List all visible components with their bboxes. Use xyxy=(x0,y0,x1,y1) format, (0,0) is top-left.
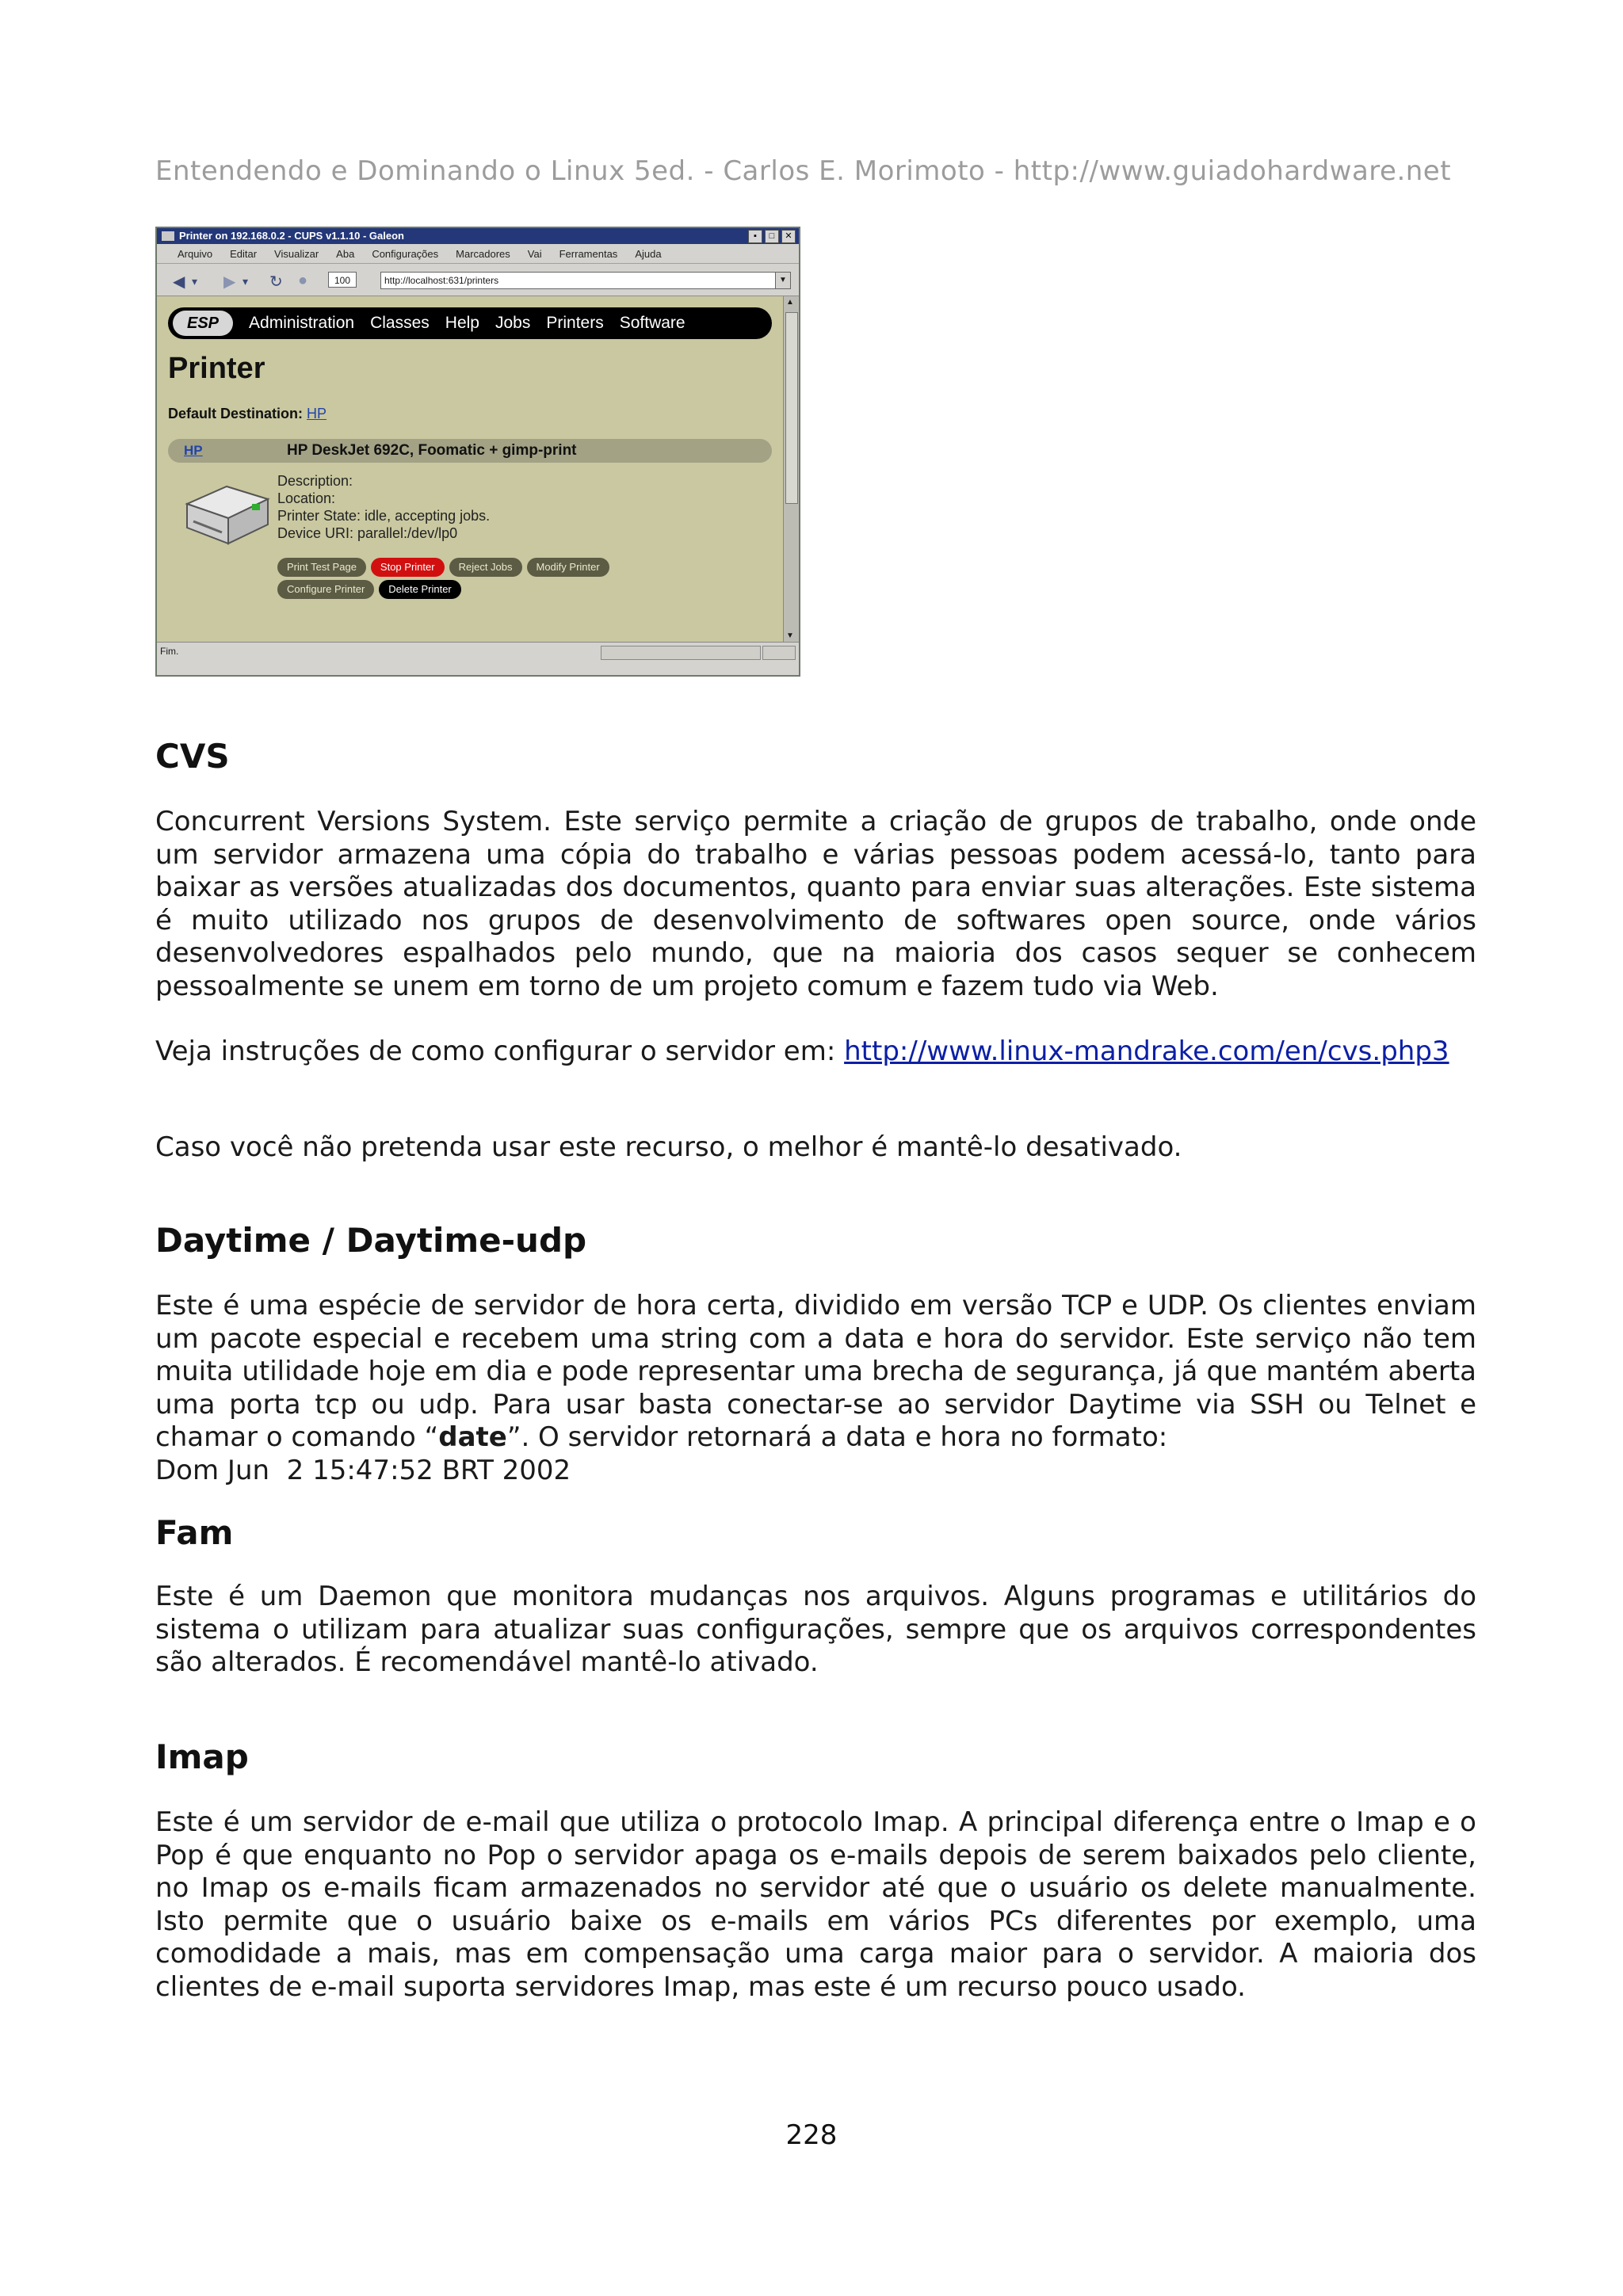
progress-box xyxy=(601,646,761,660)
browser-statusbar xyxy=(157,642,799,676)
cvs-instructions-link[interactable]: http://www.linux-mandrake.com/en/cvs.php3 xyxy=(844,1035,1449,1067)
scroll-up-icon[interactable]: ▲ xyxy=(786,298,794,307)
imap-paragraph-1: Este é um servidor de e-mail que utiliza o protocolo Imap. A principal diferença entre o Imap e o Pop é que enquanto no Pop o servidor apaga os e-mails depois de serem baixados pelo cliente, no Imap os e-mails ficam armazenados no servidor até que o usuário os delete manualmente. Isto permite que o usuário baixe os e-mails em vários PCs diferentes por exemplo, uma comodidade a mais, mas em compensação uma carga maior para o servidor. A maioria dos clientes de e-mail suporta servidores Imap, mas este é um recurso pouco usado. xyxy=(155,1806,1476,2003)
section-title-cvs: CVS xyxy=(155,737,230,776)
printer-device-uri: Device URI: parallel:/dev/lp0 xyxy=(277,525,458,541)
daytime-command: date xyxy=(438,1421,507,1453)
tab-esp[interactable]: ESP xyxy=(173,311,233,336)
section-title-imap: Imap xyxy=(155,1737,249,1776)
printer-name: HP DeskJet 692C, Foomatic + gimp-print xyxy=(287,442,577,459)
cvs-instructions-text: Veja instruções de como configurar o servidor em: xyxy=(155,1035,845,1067)
forward-dropdown-icon[interactable]: ▾ xyxy=(242,275,249,288)
printer-header-bar xyxy=(168,439,772,463)
section-title-daytime: Daytime / Daytime-udp xyxy=(155,1221,587,1260)
tab-jobs[interactable]: Jobs xyxy=(495,314,531,332)
back-dropdown-icon[interactable]: ▾ xyxy=(192,275,198,288)
reload-icon[interactable]: ↻ xyxy=(269,273,283,291)
daytime-text-a: Este é uma espécie de servidor de hora certa, dividido em versão TCP e UDP. Os clientes enviam um pacote especial e recebem uma string com a data e hora do servidor. Este serviço não tem muita utilidade hoje em dia e pode representar uma brecha de segurança, já que mantém aberta uma porta tcp ou udp. Para usar basta conectar-se ao servidor Daytime via SSH ou Telnet e chamar o comando “ xyxy=(155,1290,1476,1453)
zoom-field[interactable]: 100 xyxy=(328,272,357,288)
cvs-paragraph-1: Concurrent Versions System. Este serviço permite a criação de grupos de trabalho, onde onde um servidor armazena uma cópia do trabalho e várias pessoas podem acessá-lo, tanto para baixar as versões atualizadas dos documentos, quanto para enviar suas alterações. Este sistema é muito utilizado nos grupos de desenvolvimento de softwares open source, onde vários desenvolvedores espalhados pelo mundo, que na maioria dos casos sequer se conhecem pessoalmente se unem em torno de um projeto comum e fazem tudo via Web. xyxy=(155,806,1476,1002)
browser-toolbar xyxy=(157,264,799,296)
vertical-scrollbar[interactable] xyxy=(783,296,800,642)
printer-location: Location: xyxy=(277,490,336,506)
printer-state: Printer State: idle, accepting jobs. xyxy=(277,508,491,524)
menu-marcadores[interactable]: Marcadores xyxy=(456,247,510,260)
scrollbar-thumb[interactable] xyxy=(785,312,798,504)
printer-actions-row2 xyxy=(277,580,461,599)
tab-administration[interactable]: Administration xyxy=(249,314,355,332)
modify-printer-button[interactable]: Modify Printer xyxy=(527,558,609,577)
default-destination xyxy=(168,406,327,422)
window-titlebar xyxy=(157,228,799,244)
printer-link[interactable]: HP xyxy=(184,443,203,458)
daytime-text-b: ”. O servidor retornará a data e hora no formato: xyxy=(506,1421,1168,1453)
page-header: Entendendo e Dominando o Linux 5ed. - Carlos E. Morimoto - http://www.guiadohardware.net xyxy=(155,155,1452,187)
stop-icon[interactable]: ● xyxy=(298,272,308,289)
default-destination-link[interactable]: HP xyxy=(307,406,327,421)
stop-printer-button[interactable]: Stop Printer xyxy=(371,558,445,577)
fam-paragraph-1: Este é um Daemon que monitora mudanças nos arquivos. Alguns programas e utilitários do sistema o utilizam para atualizar suas configurações, sempre que os arquivos correspondentes são alterados. É recomendável mantê-lo ativado. xyxy=(155,1581,1476,1678)
menu-vai[interactable]: Vai xyxy=(527,247,542,260)
tab-classes[interactable]: Classes xyxy=(370,314,430,332)
cvs-paragraph-3: Caso você não pretenda usar este recurso, o melhor é mantê-lo desativado. xyxy=(155,1131,1182,1163)
printer-description: Description: xyxy=(277,473,353,489)
configure-printer-button[interactable]: Configure Printer xyxy=(277,580,374,599)
tab-printers[interactable]: Printers xyxy=(546,314,604,332)
window-title: Printer on 192.168.0.2 - CUPS v1.1.10 - Galeon xyxy=(179,230,404,242)
cups-page-title: Printer xyxy=(168,352,265,385)
forward-icon[interactable]: ▶ xyxy=(223,273,236,291)
close-icon[interactable]: ✕ xyxy=(781,230,796,243)
printer-actions-row1 xyxy=(277,558,609,577)
url-input[interactable] xyxy=(380,272,791,289)
section-title-fam: Fam xyxy=(155,1513,234,1552)
daytime-paragraph-1 xyxy=(155,1290,1476,1487)
window-menu-icon[interactable] xyxy=(162,231,174,241)
page-number: 228 xyxy=(785,2119,838,2151)
browser-menubar xyxy=(157,244,799,264)
url-text: http://localhost:631/printers xyxy=(384,275,499,286)
tab-software[interactable]: Software xyxy=(619,314,685,332)
print-test-page-button[interactable]: Print Test Page xyxy=(277,558,366,577)
status-text: Fim. xyxy=(160,646,179,657)
printer-details xyxy=(277,472,490,542)
daytime-example-output: Dom Jun 2 15:47:52 BRT 2002 xyxy=(155,1454,571,1486)
url-dropdown-icon[interactable]: ▼ xyxy=(775,273,790,288)
minimize-icon[interactable]: ▪ xyxy=(748,230,762,243)
security-box xyxy=(762,646,796,660)
menu-ajuda[interactable]: Ajuda xyxy=(635,247,662,260)
back-icon[interactable]: ◀ xyxy=(173,273,185,291)
cups-nav-bar xyxy=(168,307,772,339)
printer-icon xyxy=(182,472,271,548)
browser-viewport xyxy=(157,296,783,642)
menu-visualizar[interactable]: Visualizar xyxy=(274,247,319,260)
tab-help[interactable]: Help xyxy=(445,314,479,332)
menu-aba[interactable]: Aba xyxy=(336,247,355,260)
menu-arquivo[interactable]: Arquivo xyxy=(178,247,213,260)
default-destination-label: Default Destination: xyxy=(168,406,304,421)
menu-configuracoes[interactable]: Configurações xyxy=(372,247,439,260)
menu-editar[interactable]: Editar xyxy=(230,247,258,260)
cups-browser-screenshot xyxy=(155,227,800,677)
cvs-paragraph-2 xyxy=(155,1035,1476,1069)
maximize-icon[interactable]: □ xyxy=(765,230,779,243)
delete-printer-button[interactable]: Delete Printer xyxy=(379,580,460,599)
reject-jobs-button[interactable]: Reject Jobs xyxy=(449,558,522,577)
scroll-down-icon[interactable]: ▼ xyxy=(786,631,794,640)
menu-ferramentas[interactable]: Ferramentas xyxy=(559,247,618,260)
